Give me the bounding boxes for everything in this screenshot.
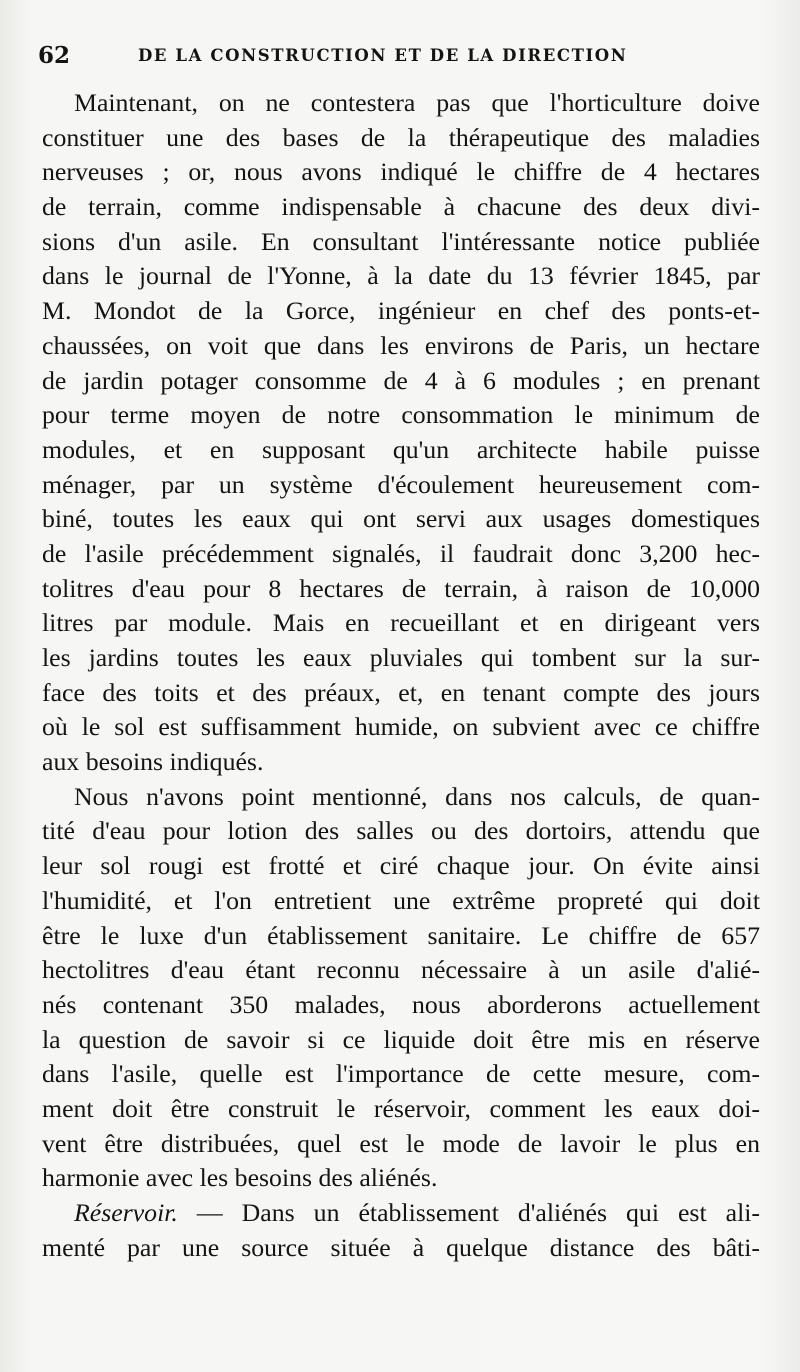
text-line: la question de savoir si ce liquide doit être mis en réserve — [42, 1024, 760, 1054]
text-line: Maintenant, on ne contestera pas que l'horticulture doive — [74, 88, 760, 117]
text-line: de jardin potager consomme de 4 à 6 modules ; en prenant — [42, 365, 760, 395]
text-line: de l'asile précédemment signalés, il faudrait donc 3,200 hec- — [42, 538, 760, 568]
text-line: être le luxe d'un établissement sanitaire. Le chiffre de 657 — [42, 920, 760, 950]
text-line: où le sol est suffisamment humide, on subvient avec ce chiffre — [42, 712, 760, 742]
text-line: chaussées, on voit que dans les environs de Paris, un hectare — [42, 330, 760, 360]
section-heading-reservoir: Réservoir. — [74, 1198, 178, 1227]
text-line: vent être distribuées, quel est le mode de lavoir le plus en — [42, 1128, 760, 1158]
text-fragment: — Dans un établissement d'aliénés qui est ali- — [177, 1198, 760, 1227]
page-header — [38, 40, 760, 74]
text-line: M. Mondot de la Gorce, ingénieur en chef des ponts-et- — [42, 296, 760, 326]
page-body — [42, 86, 760, 1265]
paragraph-water-quantity — [42, 780, 760, 1196]
text-line: leur sol rougi est frotté et ciré chaque jour. On évite ainsi — [42, 851, 760, 881]
text-line: sions d'un asile. En consultant l'intéressante notice publiée — [42, 226, 760, 256]
paragraph-reservoir — [42, 1196, 760, 1265]
text-line: menté par une source située à quelque distance des bâti- — [42, 1232, 760, 1262]
text-line: Nous n'avons point mentionné, dans nos calculs, de quan- — [74, 781, 760, 811]
text-line: dans l'asile, quelle est l'importance de cette mesure, com- — [42, 1059, 760, 1089]
text-line: les jardins toutes les eaux pluviales qui tombent sur la sur- — [42, 643, 760, 672]
page-number: 62 — [38, 42, 71, 69]
text-line: ment doit être construit le réservoir, comment les eaux doi- — [42, 1093, 760, 1123]
text-line: litres par module. Mais en recueillant et en dirigeant vers — [42, 608, 760, 638]
text-line: constituer une des bases de la thérapeutique des maladies — [42, 122, 760, 152]
text-line: harmonie avec les besoins des aliénés. — [42, 1163, 438, 1193]
running-head: DE LA CONSTRUCTION ET DE LA DIRECTION — [138, 46, 628, 65]
text-line: pour terme moyen de notre consommation le minimum de — [42, 400, 760, 430]
text-line: tolitres d'eau pour 8 hectares de terrain, à raison de 10,000 — [42, 573, 760, 603]
text-line: modules, et en supposant qu'un architecte habile puisse — [42, 434, 760, 464]
text-line: nés contenant 350 malades, nous aborderons actuellement — [42, 989, 760, 1019]
text-line: ménager, par un système d'écoulement heureusement com- — [42, 469, 760, 499]
text-line: l'humidité, et l'on entretient une extrême propreté qui doit — [42, 885, 760, 915]
text-line — [42, 1196, 760, 1231]
text-line: face des toits et des préaux, et, en tenant compte des jours — [42, 677, 760, 707]
text-line: biné, toutes les eaux qui ont servi aux usages domestiques — [42, 504, 760, 534]
text-line: dans le journal de l'Yonne, à la date du 13 février 1845, par — [42, 261, 760, 291]
paragraph-horticulture — [42, 86, 760, 780]
text-line: aux besoins indiqués. — [42, 747, 264, 777]
text-line: de terrain, comme indispensable à chacune des deux divi- — [42, 192, 760, 222]
text-line: nerveuses ; or, nous avons indiqué le chiffre de 4 hectares — [42, 157, 760, 187]
text-line: tité d'eau pour lotion des salles ou des dortoirs, attendu que — [42, 816, 760, 846]
text-line: hectolitres d'eau étant reconnu nécessaire à un asile d'alié- — [42, 955, 760, 985]
